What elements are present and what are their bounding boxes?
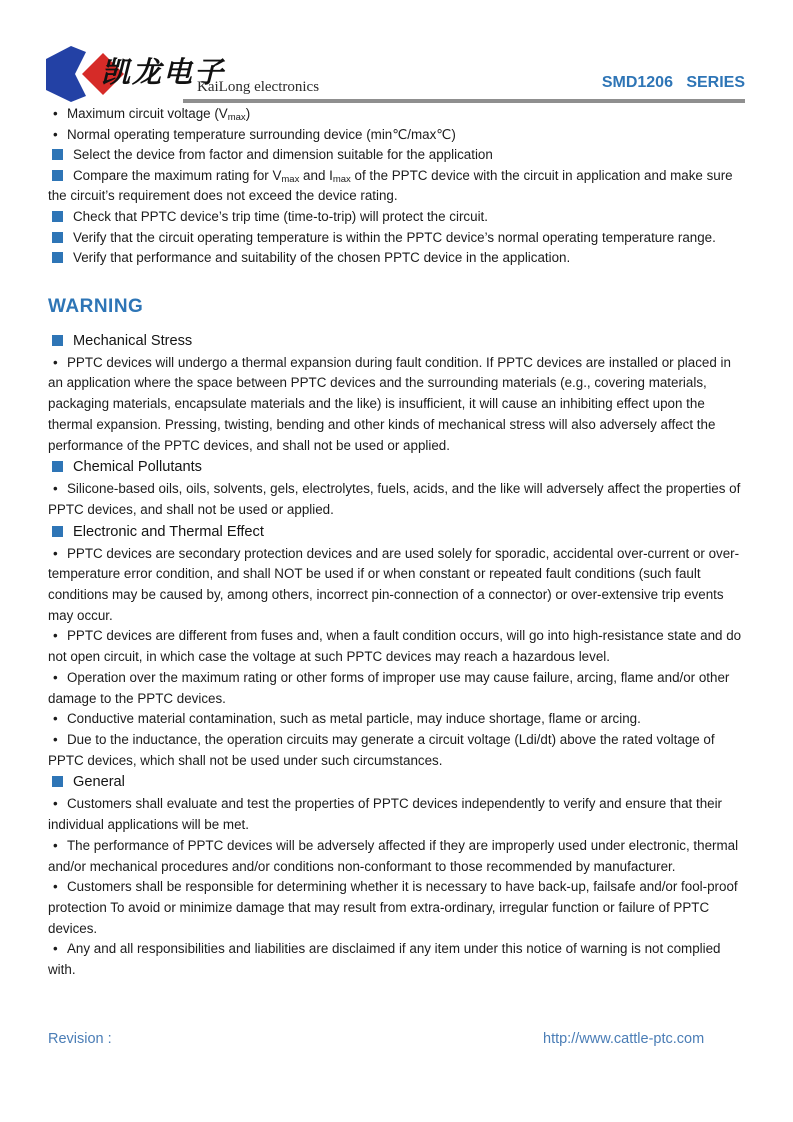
dot-bullet-icon: •	[53, 669, 58, 685]
warning-bullet-text: The performance of PPTC devices will be adversely affected if they are improperly used under electronic, thermal and/or mechanical procedures and/or conditions non-conformant to those recommended by manufacturer.	[48, 837, 739, 874]
dot-bullet-icon: •	[53, 481, 58, 497]
warning-bullet-text: Any and all responsibilities and liabilities are disclaimed if any item under this notice of warning is not complied with.	[48, 941, 721, 978]
checklist-item	[48, 166, 745, 207]
warning-bullet-text: Operation over the maximum rating or other forms of improper use may cause failure, arcing, flame and/or other damage to the PPTC devices.	[48, 669, 730, 706]
checklist-item-text: and I	[299, 167, 333, 183]
checklist-item-text: Maximum circuit voltage (V	[67, 106, 228, 121]
section-heading-text: General	[73, 774, 125, 791]
square-bullet-icon	[52, 252, 63, 263]
warning-bullet	[48, 939, 745, 980]
section-heading-text: Electronic and Thermal Effect	[73, 523, 264, 540]
warning-bullet	[48, 479, 745, 520]
section-heading	[48, 457, 745, 478]
page-content	[48, 104, 745, 981]
website-link[interactable]: http://www.cattle-ptc.com	[543, 1031, 705, 1047]
revision-label: Revision :	[48, 1031, 112, 1047]
company-name-chinese: 凯龙电子	[101, 57, 226, 89]
dot-bullet-icon: •	[53, 879, 58, 895]
subscript-text: max	[281, 173, 300, 185]
warning-bullet	[48, 877, 745, 939]
checklist-item	[48, 125, 745, 146]
dot-bullet-icon: •	[53, 711, 58, 727]
checklist-item-text: Normal operating temperature surrounding device (min℃/max℃)	[67, 126, 456, 142]
checklist-item-text: Compare the maximum rating for V	[73, 167, 282, 183]
warning-bullet-text: Conductive material contamination, such as metal particle, may induce shortage, flame or arcing.	[67, 711, 641, 727]
checklist-item-text: Select the device from factor and dimension suitable for the application	[73, 147, 493, 163]
warning-bullet	[48, 626, 745, 667]
section-heading	[48, 331, 745, 352]
section-heading	[48, 522, 745, 543]
company-name-english: KaiLong electronics	[197, 79, 320, 95]
dot-bullet-icon: •	[53, 106, 58, 121]
square-bullet-icon	[52, 526, 63, 537]
warning-bullet-text: Silicone-based oils, oils, solvents, gels, electrolytes, fuels, acids, and the like will adversely affect the properties of PPTC devices, and shall not be used or applied.	[48, 481, 741, 517]
warning-bullet	[48, 668, 745, 709]
section-heading-text: Mechanical Stress	[73, 332, 193, 349]
dot-bullet-icon: •	[53, 837, 58, 853]
checklist-item-text: Verify that the circuit operating temperature is within the PPTC device’s normal operating temperature range.	[73, 229, 716, 245]
series-title: SMD1206 SERIES	[601, 74, 745, 91]
section-heading-text: Chemical Pollutants	[73, 459, 202, 476]
square-bullet-icon	[52, 461, 63, 472]
checklist-item-text: of the PPTC device with the circuit in application and make sure the circuit’s requirement does not exceed the device rating.	[48, 167, 733, 204]
warning-bullet	[48, 836, 745, 877]
dot-bullet-icon: •	[53, 796, 58, 812]
warning-bullet	[48, 794, 745, 835]
subscript-text: max	[227, 112, 246, 123]
checklist-item	[48, 145, 745, 166]
checklist-item	[48, 104, 745, 125]
dot-bullet-icon: •	[53, 941, 58, 957]
square-bullet-icon	[52, 170, 63, 181]
dot-bullet-icon: •	[53, 354, 58, 370]
warning-bullet	[48, 353, 745, 457]
warning-bullet-text: PPTC devices are secondary protection devices and are used solely for sporadic, accidental over-current or over-temperature error condition, and shall NOT be used if or when constant or repeated fault conditions (such fault conditions may be caused by, among others, incorrect pin-connection of a connector) or over-extensive trip events may occur.	[48, 545, 740, 623]
square-bullet-icon	[52, 211, 63, 222]
warning-bullet	[48, 730, 745, 771]
dot-bullet-icon: •	[53, 628, 58, 644]
checklist-item-text: Verify that performance and suitability of the chosen PPTC device in the application.	[73, 250, 571, 266]
warning-bullet-text: Customers shall be responsible for determining whether it is necessary to have back-up, failsafe and/or fool-proof protection To avoid or minimize damage that may result from extra-ordinary, irregular function or failure of PPTC devices.	[48, 879, 738, 936]
checklist-item-text: Check that PPTC device’s trip time (time-to-trip) will protect the circuit.	[73, 208, 488, 224]
square-bullet-icon	[52, 776, 63, 787]
warning-bullet-text: PPTC devices are different from fuses and, when a fault condition occurs, will go into high-resistance state and do not open circuit, in which case the voltage at such PPTC devices may reach a hazardous level.	[48, 628, 742, 665]
header-divider	[183, 99, 745, 103]
section-heading	[48, 772, 745, 793]
checklist-item	[48, 228, 745, 249]
warning-bullet	[48, 544, 745, 627]
warning-title: WARNING	[48, 295, 144, 317]
square-bullet-icon	[52, 335, 63, 346]
warning-bullet	[48, 709, 745, 730]
page-header	[0, 0, 793, 104]
square-bullet-icon	[52, 149, 63, 160]
checklist-item-text: )	[245, 106, 251, 121]
dot-bullet-icon: •	[53, 732, 58, 747]
warning-bullet-text: Due to the inductance, the operation circuits may generate a circuit voltage (Ldi/dt) above the rated voltage of PPTC devices, which shall not be used under such circumstances.	[48, 732, 715, 768]
square-bullet-icon	[52, 232, 63, 243]
dot-bullet-icon: •	[53, 126, 58, 142]
warning-bullet-text: PPTC devices will undergo a thermal expansion during fault condition. If PPTC devices are installed or placed in an application where the space between PPTC devices and the surrounding materials (e.g., covering materials, packaging materials, encapsulate materials and the like) is insufficient, it will cause an inhibiting effect upon the thermal expansion. Pressing, twisting, bending and other kinds of mechanical stress will also adversely affect the performance of the PPTC devices, and shall not be used or applied.	[48, 354, 731, 453]
checklist-item	[48, 248, 745, 269]
checklist-item	[48, 207, 745, 228]
warning-bullet-text: Customers shall evaluate and test the properties of PPTC devices independently to verify and ensure that their individual applications will be met.	[48, 796, 723, 833]
subscript-text: max	[332, 173, 351, 185]
dot-bullet-icon: •	[53, 545, 58, 561]
